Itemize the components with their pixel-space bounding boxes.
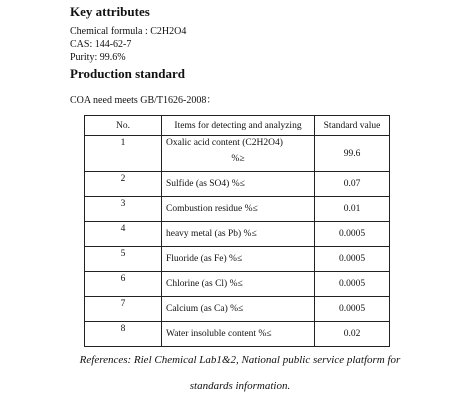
row-item: Combustion residue %≤ (162, 197, 315, 222)
row-value: 0.0005 (315, 222, 390, 247)
row-number: 8 (85, 322, 162, 347)
row-item-label: Oxalic acid content (C2H2O4) (166, 138, 283, 148)
cas-number: CAS: 144-62-7 (70, 39, 132, 50)
coa-statement: COA need meets GB/T1626-2008： (70, 95, 217, 106)
header-no: No. (85, 116, 162, 136)
row-item: heavy metal (as Pb) %≤ (162, 222, 315, 247)
row-number: 3 (85, 197, 162, 222)
table-row (85, 172, 390, 197)
table-row (85, 247, 390, 272)
row-item: Calcium (as Ca) %≤ (162, 297, 315, 322)
table-header-row (85, 116, 390, 136)
key-attributes-heading: Key attributes (70, 4, 150, 19)
row-value: 0.0005 (315, 272, 390, 297)
standards-table (84, 115, 390, 347)
table-row (85, 197, 390, 222)
row-item: Water insoluble content %≤ (162, 322, 315, 347)
row-value: 0.01 (315, 197, 390, 222)
table-row (85, 136, 390, 172)
row-number: 4 (85, 222, 162, 247)
row-item: Fluoride (as Fe) %≤ (162, 247, 315, 272)
row-item: Chlorine (as Cl) %≤ (162, 272, 315, 297)
row-item-unit: %≥ (231, 154, 245, 164)
header-items: Items for detecting and analyzing (162, 116, 315, 136)
row-number: 1 (85, 136, 162, 172)
row-number: 6 (85, 272, 162, 297)
table-row (85, 297, 390, 322)
row-value: 99.6 (315, 136, 390, 172)
row-item: Sulfide (as SO4) %≤ (162, 172, 315, 197)
chemical-formula: Chemical formula : C2H2O4 (70, 26, 187, 37)
row-value: 0.0005 (315, 247, 390, 272)
row-value: 0.07 (315, 172, 390, 197)
row-value: 0.0005 (315, 297, 390, 322)
row-number: 7 (85, 297, 162, 322)
row-item (162, 136, 315, 172)
table-row (85, 222, 390, 247)
production-standard-heading: Production standard (70, 66, 185, 81)
references-line-1: References: Riel Chemical Lab1&2, National public service platform for (79, 354, 401, 366)
row-value: 0.02 (315, 322, 390, 347)
table-row (85, 272, 390, 297)
references-line-2: standards information. (189, 380, 291, 392)
row-number: 2 (85, 172, 162, 197)
header-standard-value: Standard value (315, 116, 390, 136)
row-number: 5 (85, 247, 162, 272)
table-row (85, 322, 390, 347)
purity: Purity: 99.6% (70, 52, 126, 63)
